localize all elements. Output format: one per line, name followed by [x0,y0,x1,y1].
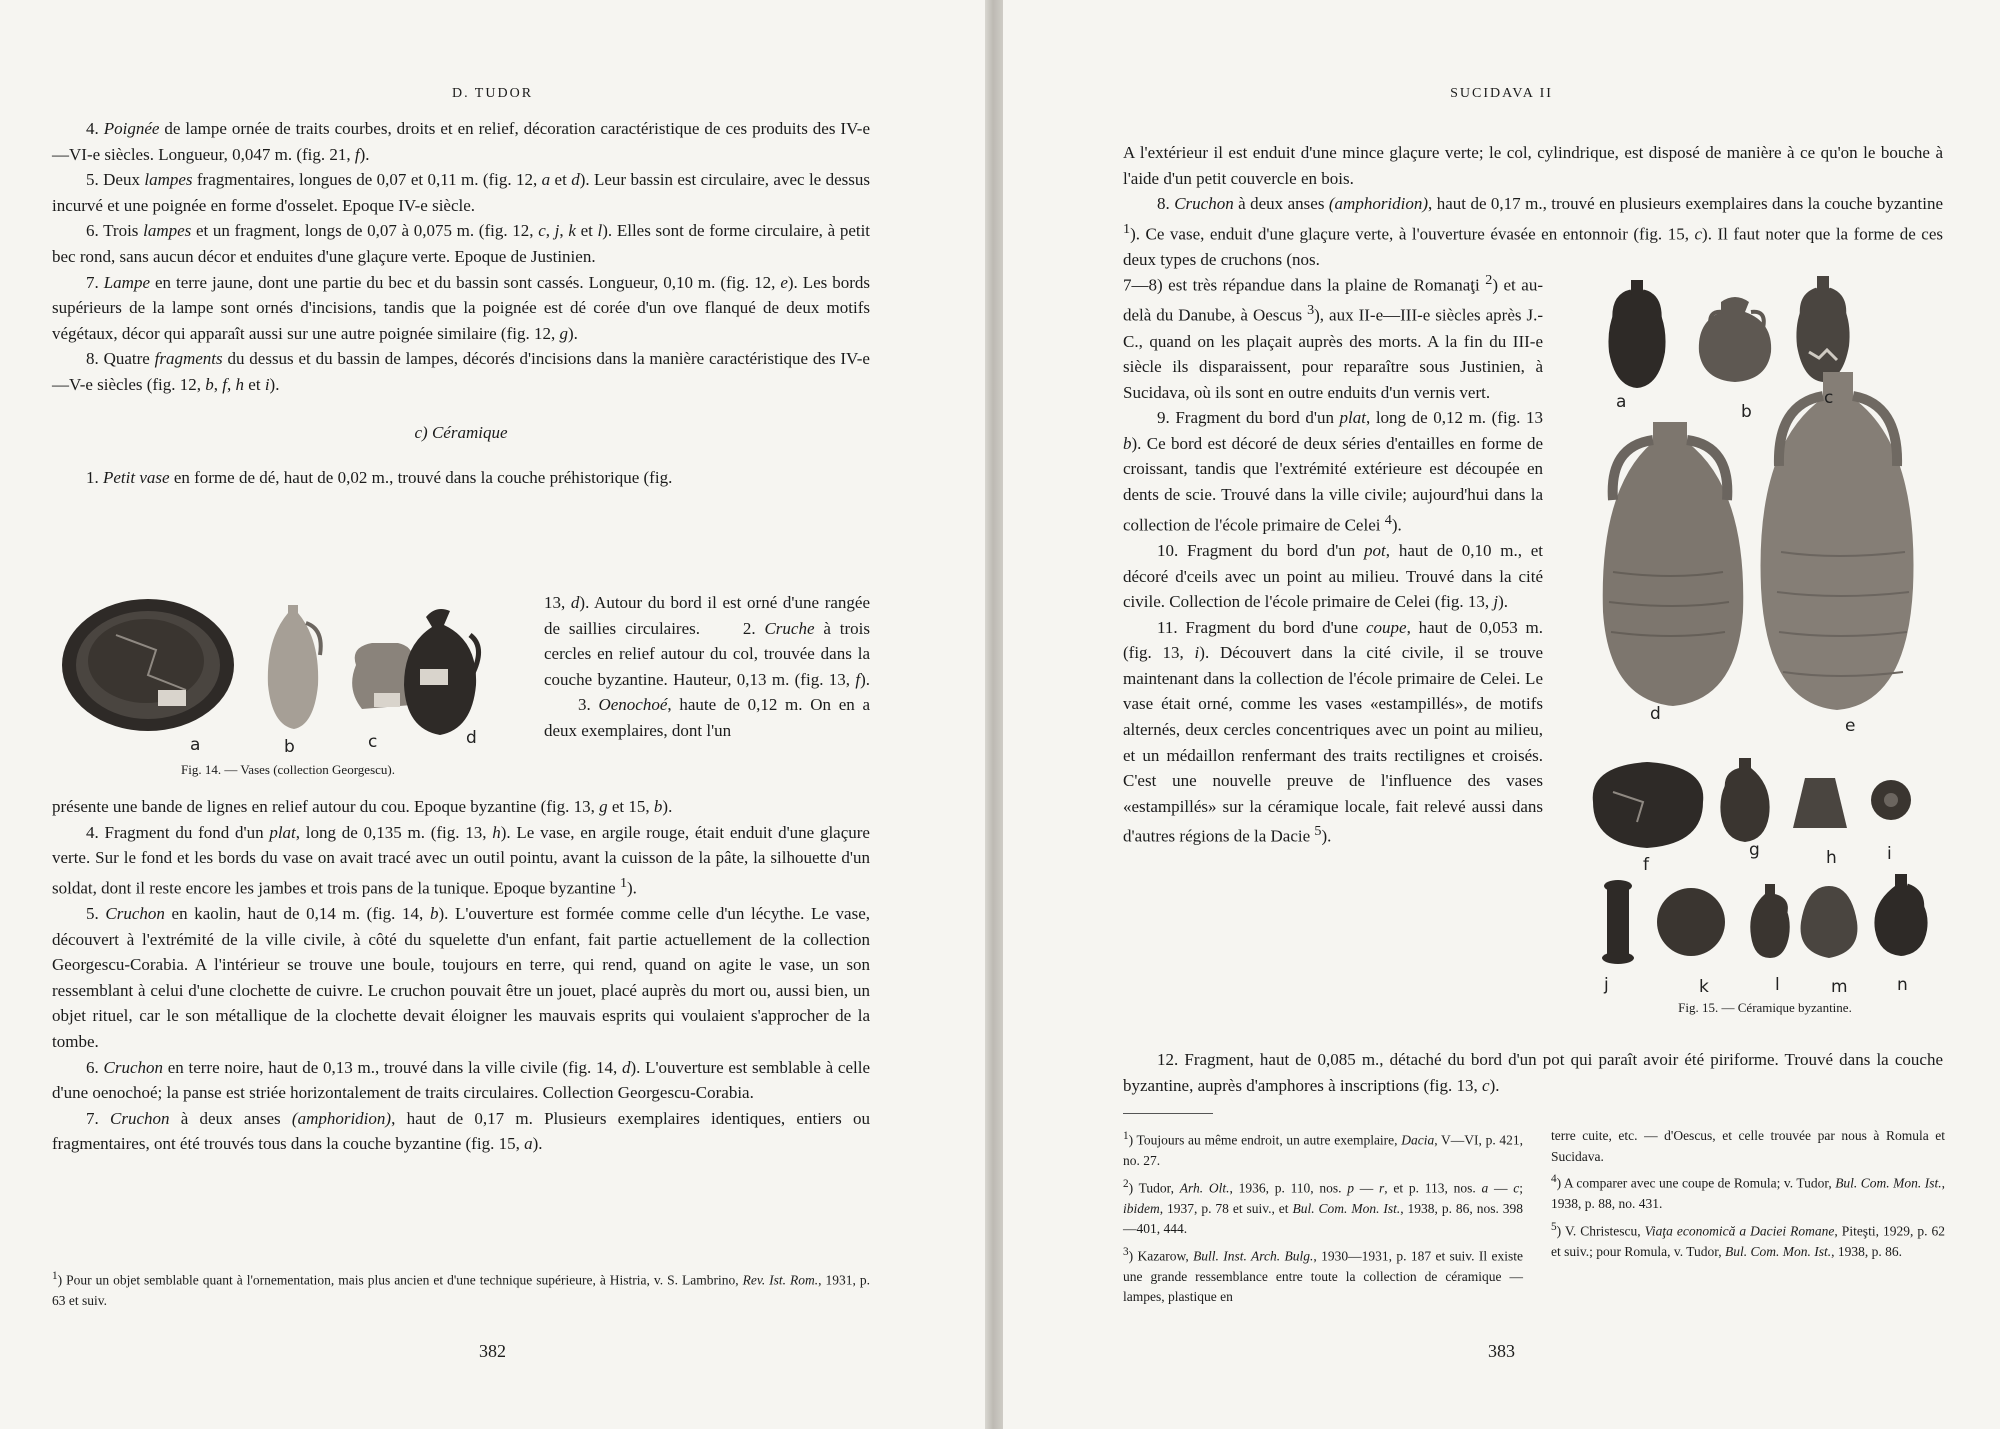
right-text-top: A l'extérieur il est enduit d'une mince glaçure verte; le col, cylindrique, est disposé de manière à ce qu'on le bouche à l'aide d'un petit couvercle en bois. 8. Cruchon à deux anses (amphoridion), haut de 0,17 m., trouvé en plusieurs exemplaires dans la couche byzantine $^1$). Ce vase, enduit d'une glaçure verte, à l'ouverture évasée en entonnoir (fig. 15, c). Il faut noter que la forme de ces deux types de cruchons (nos. [1123,143,1944,270]
vessel-n [1874,874,1927,956]
catalog-entry-p7: 7. Lampe en terre jaune, dont une partie du bec et du bassin sont cassés. Longueur, 0,10 m. (fig. 12, e). Les bords supérieurs de la lampe sont ornés d'incisions, tandis que la poignée est dé corée d'un ove flanqué de deux motifs végétaux, décor qui apparaît aussi sur une autre poignée similaire (fig. 12, g). [52,272,871,343]
fig15-letter-f: f [1643,855,1649,875]
catalog-entry-c4: 4. Fragment du fond d'un plat, long de 0,135 m. (fig. 13, h). Le vase, en argile rouge, était enduit d'une glaçure verte. Sur le fond et les bords du vase on avait tracé avec un outil pointu, avant la cuisson de la pâte, la silhouette d'un soldat, dont il reste encore les jambes et trois pans de la tunique. Epoque byzantine $^1$). [52,822,870,898]
catalog-entries [52,116,870,398]
vessel-b [1699,297,1771,382]
left-page [0,0,985,1429]
vessel-g [1720,758,1769,842]
fig15-letter-m: m [1831,977,1848,997]
footnote: $^1$) Toujours au même endroit, un autre exemplaire, Dacia, V—VI, p. 421, no. 27. [1123,1130,1523,1168]
running-head: D. TUDOR [451,86,534,101]
vessel-f [1593,762,1704,848]
vase-a [62,599,234,731]
running-head: SUCIDAVA II [1450,86,1553,101]
fig15-letter-n: n [1897,975,1908,995]
figure-14-vases [56,595,526,745]
figure-14-caption: Fig. 14. — Vases (collection Georgescu). [181,762,395,777]
vessel-k [1657,888,1725,956]
right-footnotes-col2 [1551,1126,1945,1264]
fig14-letter-a: a [190,735,201,755]
catalog-entry-p8: 8. Quatre fragments du dessus et du bassin de lampes, décorés d'incisions dans la manière caractéristique des IV-e—V-e siècles (fig. 12, b, f, h et i). [52,349,870,394]
fig14-letter-b: b [284,737,295,757]
fig15-letter-d: d [1650,704,1661,724]
vessel-i [1871,780,1911,820]
catalog-entries-continued [52,794,870,1157]
fig15-letter-h: h [1826,848,1837,868]
fig15-letter-a: a [1616,392,1627,412]
right-text-bottom: 12. Fragment, haut de 0,085 m., détaché du bord d'un pot qui paraît avoir été piriforme. Trouvé dans la couche byzantine, auprès d'amphores à inscriptions (fig. 13, c). [1123,1050,1943,1095]
vessel-c [1796,276,1849,382]
catalog-entry-c1: 1. Petit vase en forme de dé, haut de 0,02 m., trouvé dans la couche préhistorique (fig. [86,468,673,488]
catalog-entry-c8cont: 7—8) est très répandue dans la plaine de Romanaţi $^2$) et au-delà du Danube, à Oescus $^3$), aux II-e—III-e siècles après J.-C., quand on les plaçait auprès des morts. A la fin du III-e siècle ils disparaissent, pour reparaître sous Justinien, à Sucidava, où ils sont en outre enduits d'un vernis vert. [1123,272,1544,402]
fig14-letter-d: d [466,728,477,748]
catalog-entry-c3cont: présente une bande de lignes en relief autour du cou. Epoque byzantine (fig. 13, g et 15, b). [52,797,673,816]
catalog-entries [1123,268,1543,850]
fig15-letter-j: j [1604,975,1609,995]
figure-15-caption: Fig. 15. — Céramique byzantine. [1678,1000,1852,1015]
page-number: 382 [479,1341,506,1361]
vase-d [404,609,479,735]
footnote-rule [1123,1113,1213,1114]
book-gutter [985,0,1003,1429]
section-title: c) Céramique [414,422,508,442]
vessel-e [1761,372,1914,710]
figure-side-text: 13, d). Autour du bord il est orné d'une rangée de saillies circulaires. 2. Cruche à trois cercles en relief autour du col, trouvée dans la couche byzantine. Hauteur, 0,13 m. (fig. 13, f). 3. Oenochoé, haute de 0,12 m. On en a deux exemplaires, dont l'un [544,593,870,740]
left-footnote: $^1$) Pour un objet semblable quant à l'ornementation, mais plus ancien et d'une technique supérieure, à Histria, v. S. Lambrino, Rev. Ist. Rom., 1931, p. 63 et suiv. [52,1270,871,1308]
vase-b [268,605,321,729]
fig15-letter-k: k [1699,977,1709,997]
fig15-letter-c: c [1824,388,1834,408]
footnote: terre cuite, etc. — d'Oescus, et celle trouvée par nous à Romula et Sucidava. [1551,1128,1945,1164]
right-text-column [1123,268,1543,850]
footnote: $^2$) Tudor, Arh. Olt., 1936, p. 110, nos. p — r, et p. 113, nos. a — c; ibidem, 1937, p. 78 et suiv., et Bul. Com. Mon. Ist., 1938, p. 86, nos. 398—401, 444. [1123,1177,1523,1236]
catalog-entry-c7: 7. Cruchon à deux anses (amphoridion), haut de 0,17 m. Plusieurs exemplaires identiques, entiers ou fragmentaires, ont été trouvés tous dans la couche byzantine (fig. 15, a). [52,1108,870,1154]
left-text-top [52,116,870,491]
catalog-entry-c6: 6. Cruchon en terre noire, haut de 0,13 m., trouvé dans la ville civile (fig. 14, d). L'ouverture est semblable à celle d'une oenochoé; la panse est striée horizontalement de traits circulaires. Collection Georgescu-Corabia. [52,1057,871,1103]
vessel-j [1602,880,1634,964]
vessel-d [1603,422,1744,706]
catalog-entry-p4: 4. Poignée de lampe ornée de traits courbes, droits et en relief, décoration caractéristique de ces produits des IV-e—VI-e siècles. Longueur, 0,047 m. (fig. 21, f). [52,119,871,164]
footnote: $^3$) Kazarow, Bull. Inst. Arch. Bulg., 1930—1931, p. 187 et suiv. Il existe une grande ressemblance entre toute la collection de céramique — lampes, plastique en [1123,1245,1524,1304]
right-footnotes-col1 [1123,1126,1523,1310]
figure-15-byzantine-ceramics [1573,272,1943,1012]
catalog-entry-c5: 5. Cruchon en kaolin, haut de 0,14 m. (fig. 14, b). L'ouverture est formée comme celle d'un lécythe. Le vase, découvert à l'extrémité de la ville civile, à côté du squelette d'un enfant, fait partie actuellement de la collection Georgescu-Corabia. A l'intérieur se trouve une boule, toujours en terre, qui rend, quand on agite le vase, un son ressemblant à celui d'une clochette de cuivre. Le cruchon pouvait être un jouet, placé auprès du mort ou, aussi bien, un objet rituel, car le son métallique de la clochette devait éloigner les mauvais esprits qui voulaient s'approcher de la tombe. [52,904,871,1051]
fig15-letter-b: b [1741,402,1752,422]
vessel-l [1750,884,1789,958]
vessel-h [1793,778,1847,828]
left-text-bottom [52,794,870,1157]
fig15-letter-l: l [1775,975,1780,995]
catalog-entry-p5: 5. Deux lampes fragmentaires, longues de 0,07 et 0,11 m. (fig. 12, a et d). Leur bassin est circulaire, avec le dessus incurvé et une poignée en forme d'osselet. Epoque IV-e siècle. [52,170,870,215]
fig15-letter-i: i [1887,844,1892,864]
catalog-entry-c10: 10. Fragment du bord d'un pot, haut de 0,10 m., et décoré d'ceils avec un point au milieu. Trouvé dans la cité civile. Collection de l'école primaire de Celei (fig. 13, j). [1123,540,1543,612]
vessel-m [1801,886,1858,958]
page-number: 383 [1488,1341,1515,1361]
vessel-a [1608,280,1665,388]
footnote: $^4$) A comparer avec une coupe de Romula; v. Tudor, Bul. Com. Mon. Ist., 1938, p. 88, no. 431. [1551,1173,1945,1211]
fig15-letter-g: g [1749,840,1760,860]
catalog-entry-p6: 6. Trois lampes et un fragment, longs de 0,07 à 0,075 m. (fig. 12, c, j, k et l). Elles sont de forme circulaire, à petit bec rond, sans aucun décor et enduites d'une glaçure verte. Epoque de Justinien. [52,221,871,266]
right-page [1003,0,2000,1429]
fig14-letter-c: c [368,732,378,752]
catalog-entry-c11: 11. Fragment du bord d'une coupe, haut de 0,053 m. (fig. 13, i). Découvert dans la cité civile, il se trouve maintenant dans la collection de l'école primaire de Celei. Le vase était orné, comme les vases «estampillés», de motifs alternés, deux cercles concentriques avec un point au milieu, et un médaillon renfermant des traits rectilignes et croisés. C'est une nouvelle preuve de l'influence des vases «estampillés» sur la céramique locale, fait relevé aussi dans d'autres régions de la Dacie $^5$). [1123,617,1543,847]
footnote: $^5$) V. Christescu, Viaţa economică a Daciei Romane, Piteşti, 1929, p. 62 et suiv.; pour Romula, v. Tudor, Bul. Com. Mon. Ist., 1938, p. 86. [1551,1220,1945,1259]
catalog-entry-c9: 9. Fragment du bord d'un plat, long de 0,12 m. (fig. 13 b). Ce bord est décoré de deux séries d'entailles en forme de croissant, tandis que l'extrémité extérieure est découpée en dents de scie. Trouvé dans la ville civile; aujourd'hui dans la collection de l'école primaire de Celei $^4$). [1123,408,1543,535]
fig15-letter-e: e [1845,716,1856,736]
